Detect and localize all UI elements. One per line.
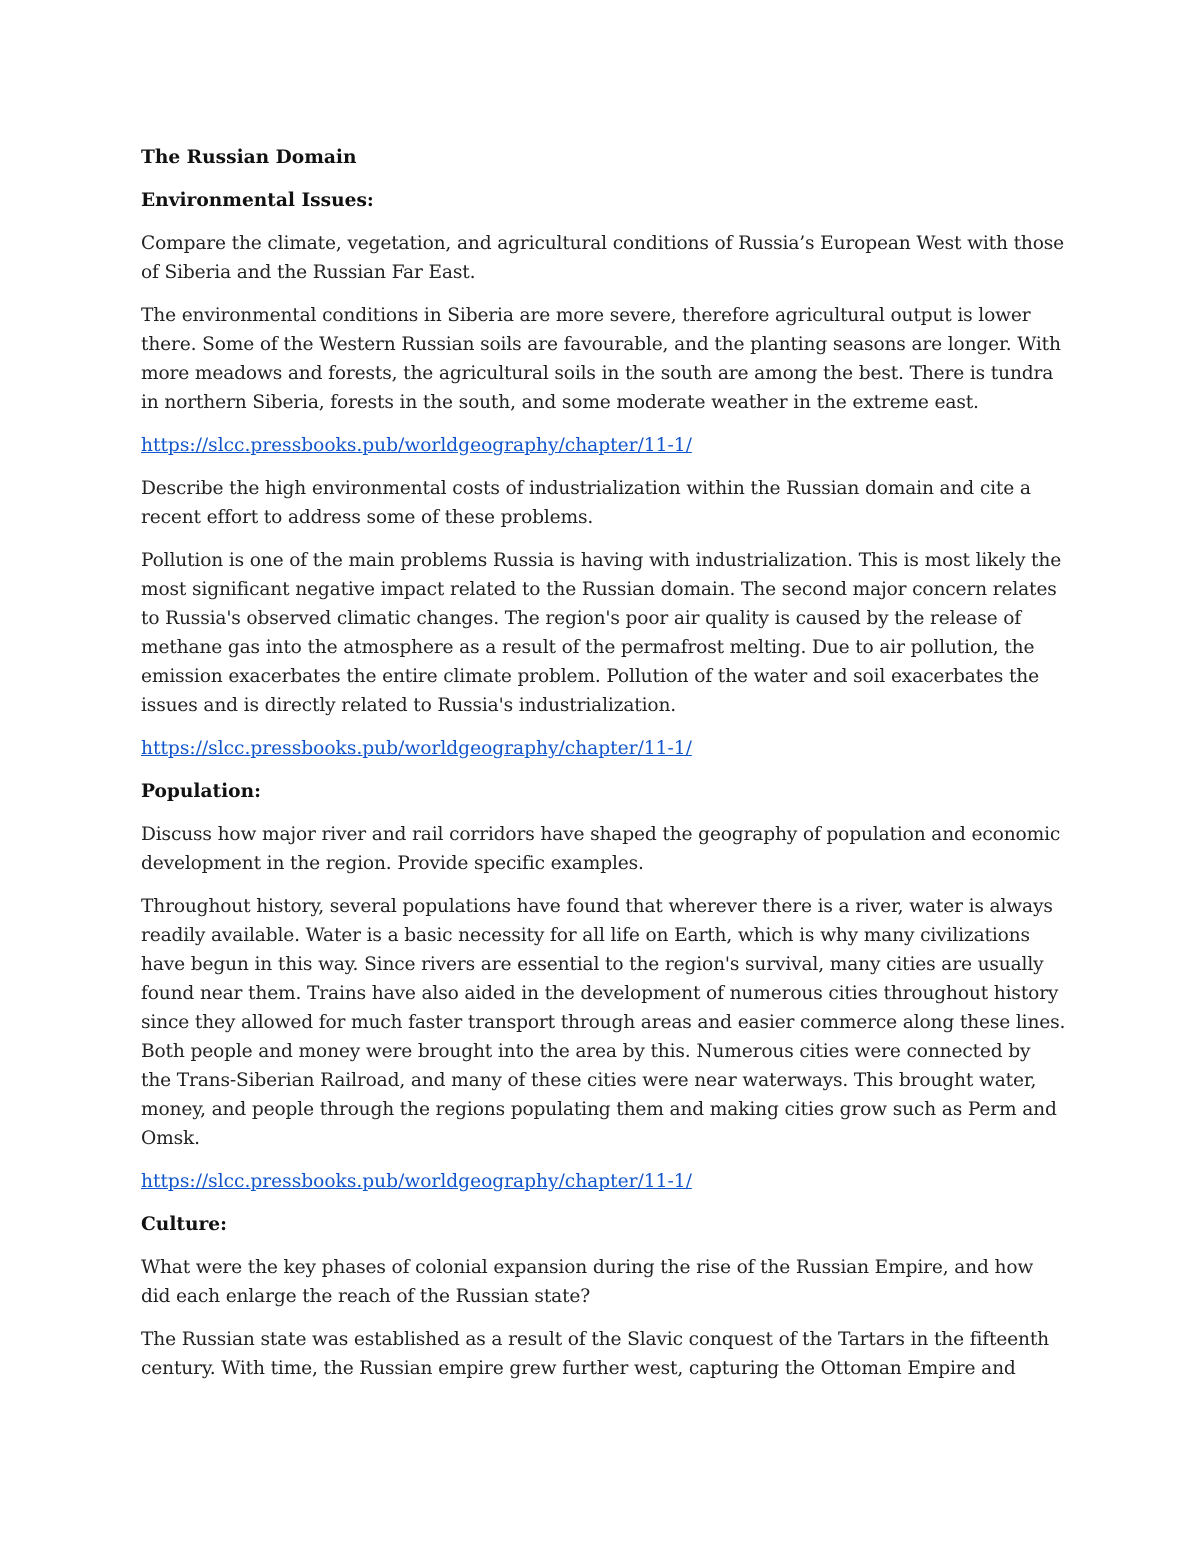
source-link[interactable]: https://slcc.pressbooks.pub/worldgeography/chapter/11-1/ xyxy=(141,738,692,759)
document-page xyxy=(141,143,1066,1397)
answer-text: Throughout history, several populations have found that wherever there is a river, water is always readily available. Water is a basic necessity for all life on Earth, which is why many civilizations have begun in this way. Since rivers are essential to the region's survival, many cities are usually found near them. Trains have also aided in the development of numerous cities throughout history since they allowed for much faster transport through areas and easier commerce along these lines. Both people and money were brought into the area by this. Numerous cities were connected by the Trans-Siberian Railroad, and many of these cities were near waterways. This brought water, money, and people through the regions populating them and making cities grow such as Perm and Omsk. xyxy=(141,896,1066,1149)
question-text: Discuss how major river and rail corridors have shaped the geography of population and economic development in the region. Provide specific examples. xyxy=(141,824,1061,874)
answer-text: The environmental conditions in Siberia are more severe, therefore agricultural output is lower there. Some of the Western Russian soils are favourable, and the planting seasons are longer. With more meadows and forests, the agricultural soils in the south are among the best. There is tundra in northern Siberia, forests in the south, and some moderate weather in the extreme east. xyxy=(141,305,1061,413)
question-text: Describe the high environmental costs of industrialization within the Russian domain and cite a recent effort to address some of these problems. xyxy=(141,478,1031,528)
section-heading-culture: Culture: xyxy=(141,1214,227,1235)
source-link[interactable]: https://slcc.pressbooks.pub/worldgeography/chapter/11-1/ xyxy=(141,435,692,456)
document-title: The Russian Domain xyxy=(141,147,357,168)
answer-text: Pollution is one of the main problems Russia is having with industrialization. This is most likely the most significant negative impact related to the Russian domain. The second major concern relates to Russia's observed climatic changes. The region's poor air quality is caused by the release of methane gas into the atmosphere as a result of the permafrost melting. Due to air pollution, the emission exacerbates the entire climate problem. Pollution of the water and soil exacerbates the issues and is directly related to Russia's industrialization. xyxy=(141,550,1062,716)
question-text: Compare the climate, vegetation, and agricultural conditions of Russia’s European West with those of Siberia and the Russian Far East. xyxy=(141,233,1065,283)
answer-text: The Russian state was established as a result of the Slavic conquest of the Tartars in the fifteenth century. With time, the Russian empire grew further west, capturing the Ottoman Empire and xyxy=(141,1329,1049,1379)
source-link[interactable]: https://slcc.pressbooks.pub/worldgeography/chapter/11-1/ xyxy=(141,1171,692,1192)
section-heading-population: Population: xyxy=(141,781,261,802)
section-heading-environmental: Environmental Issues: xyxy=(141,190,374,211)
question-text: What were the key phases of colonial expansion during the rise of the Russian Empire, and how did each enlarge the reach of the Russian state? xyxy=(141,1257,1034,1307)
